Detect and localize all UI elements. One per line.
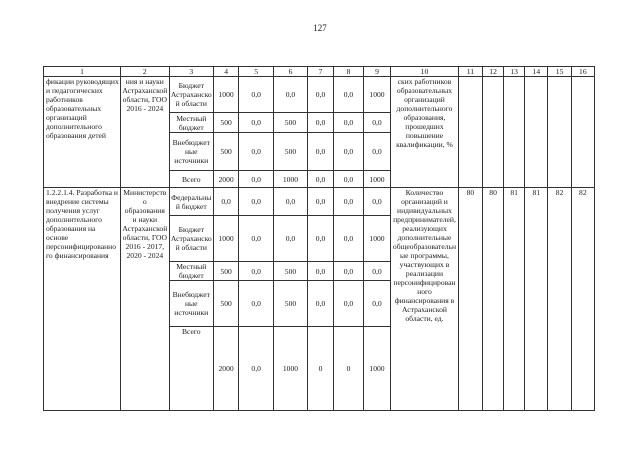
- header-cell: 12: [483, 67, 504, 77]
- header-cell: 1: [44, 67, 121, 77]
- table-cell: 1000: [274, 327, 308, 411]
- table-cell: 0,0: [239, 216, 274, 262]
- table-cell: 0,0: [307, 171, 333, 188]
- header-cell: 16: [571, 67, 594, 77]
- table-cell: 0,0: [239, 77, 274, 113]
- table-cell: 0,0: [307, 281, 333, 327]
- table-cell: 2000: [213, 171, 238, 188]
- table-cell: 1000: [363, 77, 390, 113]
- table-cell: 0,0: [334, 216, 364, 262]
- table-cell: 1000: [363, 216, 390, 262]
- table-cell: 0,0: [363, 262, 390, 281]
- target-value: 80: [458, 188, 482, 411]
- empty-cell: [458, 77, 482, 188]
- table-cell: 0: [307, 327, 333, 411]
- table-cell: 0,0: [307, 188, 333, 216]
- table-cell: 0,0: [239, 262, 274, 281]
- table-cell: 500: [274, 113, 308, 133]
- table-cell: 0,0: [363, 133, 390, 171]
- funding-source: Местный бюджет: [169, 113, 213, 133]
- table-cell: 0,0: [239, 171, 274, 188]
- table-cell: 1000: [213, 77, 238, 113]
- funding-source: Всего: [169, 327, 213, 411]
- table-cell: 0,0: [334, 281, 364, 327]
- header-cell: 2: [121, 67, 170, 77]
- table-cell: 0,0: [239, 327, 274, 411]
- table-cell: 1000: [274, 171, 308, 188]
- header-cell: 3: [169, 67, 213, 77]
- target-value: 82: [548, 188, 571, 411]
- table-cell: 1000: [363, 327, 390, 411]
- table-cell: 0,0: [274, 77, 308, 113]
- table-cell: 500: [213, 133, 238, 171]
- table-cell: 500: [274, 281, 308, 327]
- table-cell: 1000: [363, 171, 390, 188]
- table-cell: 0,0: [307, 77, 333, 113]
- funding-source: Всего: [169, 171, 213, 188]
- table-cell: 0,0: [363, 188, 390, 216]
- program-table: [43, 66, 595, 411]
- header-cell: 4: [213, 67, 238, 77]
- table-cell: 2000: [213, 327, 238, 411]
- activity-name: фикации руководящих и педагогических работников образовательных организаций дополнительного образования детей: [44, 77, 121, 188]
- header-cell: 11: [458, 67, 482, 77]
- header-cell: 9: [363, 67, 390, 77]
- header-cell: 10: [391, 67, 459, 77]
- table-cell: 500: [213, 113, 238, 133]
- table-cell: 1000: [213, 216, 238, 262]
- table-cell: 0,0: [307, 216, 333, 262]
- table-cell: 0,0: [239, 133, 274, 171]
- target-value: 80: [483, 188, 504, 411]
- table-cell: 0: [334, 327, 364, 411]
- table-cell: 0,0: [239, 281, 274, 327]
- page-number: 127: [313, 23, 327, 33]
- table-cell: 0,0: [307, 113, 333, 133]
- activity-name: 1.2.2.1.4. Разработка и внедрение системы получения услуг дополнительного образования на основе персонифицированного финансирования: [44, 188, 121, 411]
- funding-source: Внебюджетные источники: [169, 281, 213, 327]
- empty-cell: [548, 77, 571, 188]
- table-cell: 0,0: [334, 77, 364, 113]
- funding-source: Местный бюджет: [169, 262, 213, 281]
- table-cell: 0,0: [307, 133, 333, 171]
- table-row: [44, 77, 595, 113]
- table-cell: 500: [274, 133, 308, 171]
- table-cell: 0,0: [274, 188, 308, 216]
- header-row: [44, 67, 595, 77]
- funding-source: Бюджет Астраханской области: [169, 216, 213, 262]
- table-cell: 0,0: [363, 281, 390, 327]
- header-cell: 15: [548, 67, 571, 77]
- header-cell: 6: [274, 67, 308, 77]
- indicator-name: ских работников образовательных организаций дополнительного образования, прошедших повышение квалификации, %: [391, 77, 459, 188]
- table-cell: 0,0: [334, 113, 364, 133]
- table-cell: 0,0: [334, 133, 364, 171]
- target-value: 82: [571, 188, 594, 411]
- empty-cell: [571, 77, 594, 188]
- header-cell: 14: [525, 67, 548, 77]
- table-cell: 500: [213, 262, 238, 281]
- empty-cell: [483, 77, 504, 188]
- table-cell: 0,0: [363, 113, 390, 133]
- header-cell: 5: [239, 67, 274, 77]
- header-cell: 13: [504, 67, 525, 77]
- header-cell: 7: [307, 67, 333, 77]
- target-value: 81: [504, 188, 525, 411]
- table-cell: 0,0: [307, 262, 333, 281]
- executor: Министерство образования и науки Астраханской области, ГОО 2016 - 2017, 2020 - 2024: [121, 188, 170, 411]
- indicator-name: Количество организаций и индивидуальных предпринимателей, реализующих дополнительные общеобразовательные программы, участвующих в реализации персонифицированного финансирования в Астраханской области, ед.: [391, 188, 459, 411]
- empty-cell: [525, 77, 548, 188]
- table-cell: 0,0: [213, 188, 238, 216]
- target-value: 81: [525, 188, 548, 411]
- table-cell: 0,0: [274, 216, 308, 262]
- header-cell: 8: [334, 67, 364, 77]
- funding-source: Федеральный бюджет: [169, 188, 213, 216]
- table-cell: 500: [213, 281, 238, 327]
- table-cell: 500: [274, 262, 308, 281]
- table-cell: 0,0: [239, 188, 274, 216]
- table-cell: 0,0: [334, 171, 364, 188]
- table-row: [44, 188, 595, 216]
- table-cell: 0,0: [334, 262, 364, 281]
- executor: ния и науки Астраханской области, ГОО 2016 - 2024: [121, 77, 170, 188]
- table-cell: 0,0: [334, 188, 364, 216]
- empty-cell: [504, 77, 525, 188]
- funding-source: Бюджет Астраханской области: [169, 77, 213, 113]
- table-cell: 0,0: [239, 113, 274, 133]
- funding-source: Внебюджетные источники: [169, 133, 213, 171]
